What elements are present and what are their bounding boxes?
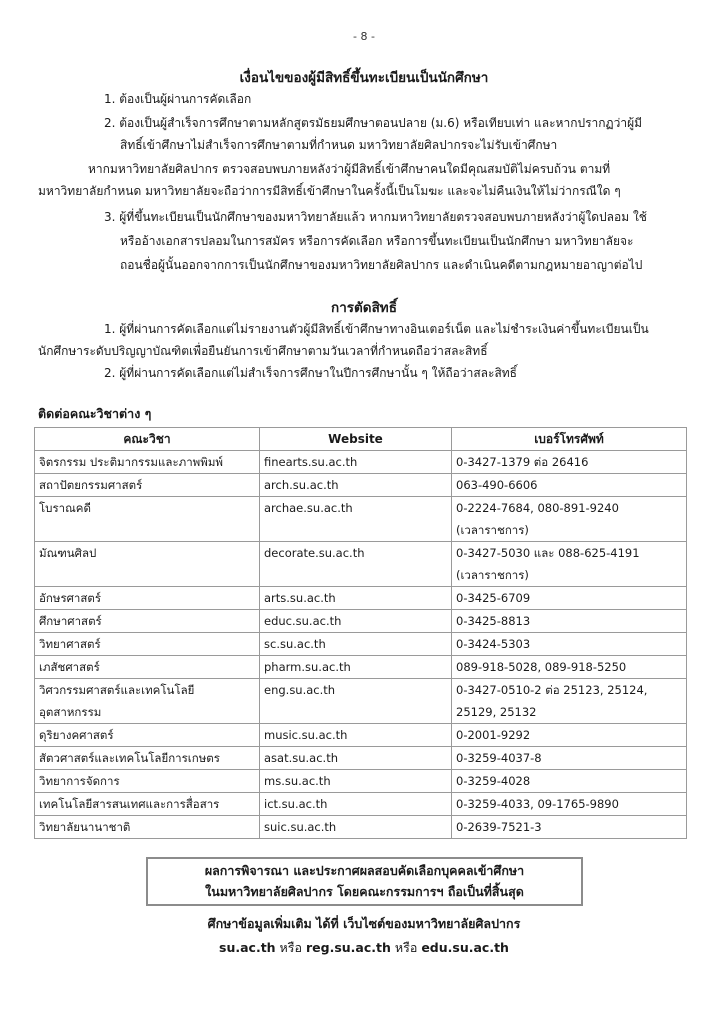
phone-cell-text-2: (เวลาราชการ) — [456, 523, 529, 537]
faculty-cell-text: มัณฑนศิลป — [39, 546, 97, 560]
phone-cell-text: 0-3424-5303 — [456, 637, 531, 651]
phone-cell — [452, 497, 687, 542]
phone-cell — [452, 474, 687, 497]
phone-cell — [452, 679, 687, 724]
faculty-cell — [35, 542, 260, 587]
faculty-cell-text: วิศวกรรมศาสตร์และเทคโนโลยี — [39, 683, 195, 697]
phone-cell — [452, 793, 687, 816]
website-cell[interactable] — [260, 724, 452, 747]
eligibility-item-2-line-1: 2. ต้องเป็นผู้สำเร็จการศึกษาตามหลักสูตรมัธยมศึกษาตอนปลาย (ม.6) หรือเทียบเท่า และหากปรากฏว่าผู้มี — [104, 116, 643, 130]
table-row — [35, 474, 687, 497]
website-cell[interactable] — [260, 451, 452, 474]
table-row — [35, 656, 687, 679]
phone-cell-text: 0-3259-4033, 09-1765-9890 — [456, 797, 619, 811]
faculty-cell — [35, 747, 260, 770]
faculty-cell-text: โบราณคดี — [39, 501, 91, 515]
website-cell-text[interactable]: decorate.su.ac.th — [264, 546, 365, 560]
table-row — [35, 793, 687, 816]
table-row — [35, 633, 687, 656]
website-cell-text[interactable]: pharm.su.ac.th — [264, 660, 351, 674]
table-row — [35, 724, 687, 747]
link-edu[interactable]: edu.su.ac.th — [421, 940, 509, 955]
website-cell[interactable] — [260, 656, 452, 679]
faculty-cell — [35, 724, 260, 747]
faculty-cell-text: เภสัชศาสตร์ — [39, 660, 100, 674]
eligibility-item-3-line-1: 3. ผู้ที่ขึ้นทะเบียนเป็นนักศึกษาของมหาวิทยาลัยแล้ว หากมหาวิทยาลัยตรวจสอบพบภายหลังว่าผู้ใดปลอม ใช้ — [104, 210, 647, 224]
phone-cell-text: 0-3425-8813 — [456, 614, 531, 628]
column-header-website: Website — [260, 428, 452, 451]
table-row — [35, 497, 687, 542]
phone-cell — [452, 610, 687, 633]
phone-cell-text: 0-2639-7521-3 — [456, 820, 542, 834]
faculty-cell — [35, 497, 260, 542]
section-title-disqualification: การตัดสิทธิ์ — [331, 300, 397, 316]
disqualification-item-2: 2. ผู้ที่ผ่านการคัดเลือกแต่ไม่สำเร็จการศึกษาในปีการศึกษานั้น ๆ ให้ถือว่าสละสิทธิ์ — [104, 366, 518, 380]
phone-cell — [452, 542, 687, 587]
website-cell-text[interactable]: arts.su.ac.th — [264, 591, 336, 605]
eligibility-item-3-line-2: หรืออ้างเอกสารปลอมในการสมัคร หรือการคัดเลือก หรือการขึ้นทะเบียนเป็นนักศึกษา มหาวิทยาลัยจะ — [120, 234, 634, 248]
eligibility-item-2-line-2: สิทธิ์เข้าศึกษาไม่สำเร็จการศึกษาตามที่กำหนด มหาวิทยาลัยศิลปากรจะไม่รับเข้าศึกษา — [120, 138, 558, 152]
website-cell-text[interactable]: arch.su.ac.th — [264, 478, 339, 492]
phone-cell — [452, 656, 687, 679]
disqualification-item-1-line-2: นักศึกษาระดับปริญญาบัณฑิตเพื่อยืนยันการเข้าศึกษาตามวันเวลาที่กำหนดถือว่าสละสิทธิ์ — [38, 344, 488, 358]
faculty-cell — [35, 816, 260, 839]
footer-or-1: หรือ — [275, 940, 306, 955]
phone-cell — [452, 451, 687, 474]
contacts-table — [34, 427, 687, 839]
website-cell[interactable] — [260, 770, 452, 793]
footer-links — [0, 938, 728, 958]
phone-cell-text: 0-2001-9292 — [456, 728, 531, 742]
phone-cell-text-2: (เวลาราชการ) — [456, 568, 529, 582]
phone-cell — [452, 747, 687, 770]
phone-cell — [452, 633, 687, 656]
phone-cell-text: 089-918-5028, 089-918-5250 — [456, 660, 627, 674]
faculty-cell-text: จิตรกรรม ประติมากรรมและภาพพิมพ์ — [39, 455, 223, 469]
table-row — [35, 610, 687, 633]
column-header-faculty: คณะวิชา — [35, 428, 260, 451]
eligibility-paragraph-line-2: มหาวิทยาลัยกำหนด มหาวิทยาลัยจะถือว่าการมีสิทธิ์เข้าศึกษาในครั้งนี้เป็นโมฆะ และจะไม่คืนเงินให้ไม่ว่ากรณีใด ๆ — [38, 184, 621, 198]
phone-cell-text: 0-3427-0510-2 ต่อ 25123, 25124, — [456, 683, 648, 697]
faculty-cell — [35, 679, 260, 724]
website-cell-text[interactable]: ict.su.ac.th — [264, 797, 328, 811]
faculty-cell-text-2: อุตสาหกรรม — [39, 705, 102, 719]
phone-cell — [452, 587, 687, 610]
faculty-cell — [35, 474, 260, 497]
faculty-cell-text: วิทยาการจัดการ — [39, 774, 120, 788]
website-cell[interactable] — [260, 610, 452, 633]
phone-cell — [452, 724, 687, 747]
table-row — [35, 451, 687, 474]
disqualification-item-1-line-1: 1. ผู้ที่ผ่านการคัดเลือกแต่ไม่รายงานตัวผู้มีสิทธิ์เข้าศึกษาทางอินเตอร์เน็ต และไม่ชำระเงินค่าขึ้นทะเบียนเป็น — [104, 322, 649, 336]
table-row — [35, 679, 687, 724]
faculty-cell-text: สัตวศาสตร์และเทคโนโลยีการเกษตร — [39, 751, 220, 765]
website-cell[interactable] — [260, 497, 452, 542]
link-su[interactable]: su.ac.th — [219, 940, 276, 955]
link-reg[interactable]: reg.su.ac.th — [306, 940, 391, 955]
footer-more-info: ศึกษาข้อมูลเพิ่มเติม ได้ที่ เว็บไซต์ของมหาวิทยาลัยศิลปากร — [207, 916, 521, 931]
website-cell-text[interactable]: suic.su.ac.th — [264, 820, 337, 834]
faculty-cell — [35, 793, 260, 816]
website-cell-text[interactable]: asat.su.ac.th — [264, 751, 339, 765]
website-cell[interactable] — [260, 747, 452, 770]
footer-or-2: หรือ — [390, 940, 422, 955]
eligibility-paragraph-line-1: หากมหาวิทยาลัยศิลปากร ตรวจสอบพบภายหลังว่าผู้มีสิทธิ์เข้าศึกษาคนใดมีคุณสมบัติไม่ครบถ้วน ตามที่ — [88, 162, 611, 176]
faculty-cell-text: เทคโนโลยีสารสนเทศและการสื่อสาร — [39, 797, 220, 811]
faculty-cell-text: ศึกษาศาสตร์ — [39, 614, 102, 628]
phone-cell-text: 0-3259-4037-8 — [456, 751, 542, 765]
website-cell-text[interactable]: sc.su.ac.th — [264, 637, 326, 651]
website-cell[interactable] — [260, 679, 452, 724]
website-cell-text[interactable]: eng.su.ac.th — [264, 683, 336, 697]
phone-cell — [452, 770, 687, 793]
notice-line-2: ในมหาวิทยาลัยศิลปากร โดยคณะกรรมการฯ ถือเป็นที่สิ้นสุด — [205, 884, 524, 899]
website-cell[interactable] — [260, 793, 452, 816]
phone-cell-text: 0-3427-1379 ต่อ 26416 — [456, 455, 589, 469]
faculty-cell-text: อักษรศาสตร์ — [39, 591, 102, 605]
faculty-cell — [35, 770, 260, 793]
table-row — [35, 816, 687, 839]
faculty-cell — [35, 451, 260, 474]
faculty-cell-text: ดุริยางคศาสตร์ — [39, 728, 114, 742]
faculty-cell-text: วิทยาศาสตร์ — [39, 637, 101, 651]
table-row — [35, 770, 687, 793]
faculty-cell — [35, 633, 260, 656]
phone-cell-text-2: 25129, 25132 — [456, 705, 537, 719]
table-row — [35, 542, 687, 587]
faculty-cell — [35, 587, 260, 610]
website-cell[interactable] — [260, 816, 452, 839]
phone-cell-text: 0-3259-4028 — [456, 774, 531, 788]
table-header-row — [35, 428, 687, 451]
website-cell[interactable] — [260, 587, 452, 610]
website-cell-text[interactable]: ms.su.ac.th — [264, 774, 331, 788]
table-row — [35, 587, 687, 610]
faculty-cell-text: สถาปัตยกรรมศาสตร์ — [39, 478, 143, 492]
website-cell-text[interactable]: educ.su.ac.th — [264, 614, 342, 628]
faculty-cell-text: วิทยาลัยนานาชาติ — [39, 820, 131, 834]
phone-cell-text: 0-3427-5030 และ 088-625-4191 — [456, 546, 640, 560]
column-header-phone: เบอร์โทรศัพท์ — [452, 428, 687, 451]
phone-cell — [452, 816, 687, 839]
website-cell[interactable] — [260, 633, 452, 656]
faculty-cell — [35, 610, 260, 633]
eligibility-item-3-line-3: ถอนชื่อผู้นั้นออกจากการเป็นนักศึกษาของมหาวิทยาลัยศิลปากร และดำเนินคดีตามกฎหมายอาญาต่อไป — [120, 258, 643, 272]
website-cell-text[interactable]: finearts.su.ac.th — [264, 455, 358, 469]
website-cell[interactable] — [260, 542, 452, 587]
website-cell[interactable] — [260, 474, 452, 497]
contacts-table-title: ติดต่อคณะวิชาต่าง ๆ — [38, 406, 152, 421]
table-row — [35, 747, 687, 770]
website-cell-text[interactable]: archae.su.ac.th — [264, 501, 353, 515]
faculty-cell — [35, 656, 260, 679]
website-cell-text[interactable]: music.su.ac.th — [264, 728, 348, 742]
page-number: - 8 - — [353, 30, 375, 43]
phone-cell-text: 063-490-6606 — [456, 478, 538, 492]
phone-cell-text: 0-3425-6709 — [456, 591, 531, 605]
section-title-eligibility: เงื่อนไขของผู้มีสิทธิ์ขึ้นทะเบียนเป็นนักศึกษา — [239, 70, 489, 86]
notice-line-1: ผลการพิจารณา และประกาศผลสอบคัดเลือกบุคคลเข้าศึกษา — [204, 863, 525, 878]
phone-cell-text: 0-2224-7684, 080-891-9240 — [456, 501, 619, 515]
notice-box — [146, 857, 583, 906]
eligibility-item-1: 1. ต้องเป็นผู้ผ่านการคัดเลือก — [104, 92, 252, 106]
